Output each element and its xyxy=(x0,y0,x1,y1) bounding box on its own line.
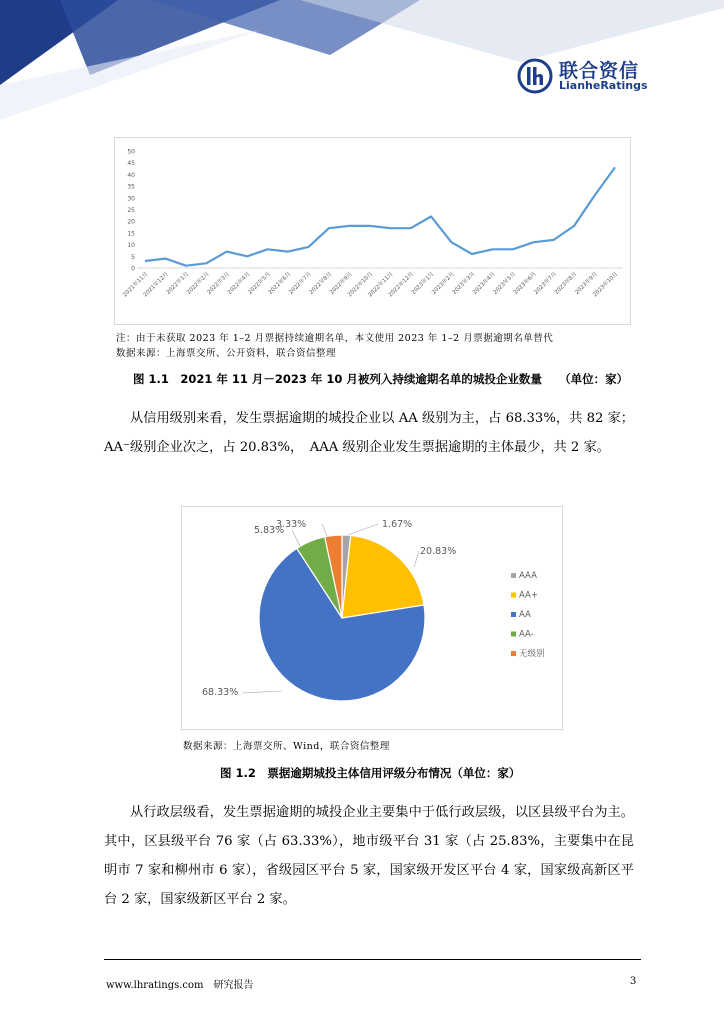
legend-swatch xyxy=(511,651,516,656)
legend-swatch xyxy=(511,632,516,637)
leader-line xyxy=(414,551,419,567)
slice-value-label: 68.33% xyxy=(202,687,239,698)
footer-site: www.lhratings.com 研究报告 xyxy=(106,980,254,991)
y-tick-label: 5 xyxy=(131,253,135,261)
page-number: 3 xyxy=(630,976,637,987)
line-series xyxy=(145,167,615,265)
figure1-source: 数据来源：上海票交所、公开资料，联合资信整理 xyxy=(116,348,337,359)
y-tick-label: 15 xyxy=(127,230,135,238)
x-tick-label: 2023年4月 xyxy=(472,271,497,296)
legend-label: AA xyxy=(519,610,531,620)
x-tick-label: 2022年10月 xyxy=(346,271,375,299)
x-tick-label: 2021年11月 xyxy=(122,271,150,299)
leader-line xyxy=(292,530,300,546)
leader-line xyxy=(322,524,327,536)
slice-value-label: 1.67% xyxy=(382,519,413,530)
lianhe-logo-icon xyxy=(517,58,553,94)
x-tick-label: 2021年12月 xyxy=(142,271,170,299)
legend-label: AA+ xyxy=(519,590,538,601)
brand-name-en: LianheRatings xyxy=(559,79,648,92)
x-tick-label: 2022年6月 xyxy=(267,271,293,296)
x-tick-label: 2022年3月 xyxy=(206,271,232,296)
brand-logo xyxy=(517,58,647,94)
y-tick-label: 10 xyxy=(127,242,135,250)
leader-line xyxy=(242,691,282,693)
legend-swatch xyxy=(511,593,516,598)
x-tick-label: 2023年9月 xyxy=(574,271,599,296)
slice-value-label: 5.83% xyxy=(254,525,285,536)
x-tick-label: 2022年7月 xyxy=(288,271,313,296)
pie-chart-frame xyxy=(181,506,563,730)
x-tick-label: 2022年12月 xyxy=(387,271,416,299)
x-tick-label: 2022年1月 xyxy=(165,271,191,296)
brand-name-cn: 联合资信 xyxy=(559,60,640,82)
y-tick-label: 45 xyxy=(127,160,135,168)
figure1-caption: 图 1.1 2021 年 11 月－2023 年 10 月被列入持续逾期名单的城投企业数量 （单位：家） xyxy=(133,372,629,386)
slice-value-label: 20.83% xyxy=(420,546,457,557)
y-tick-label: 25 xyxy=(127,207,135,214)
legend-label: AA- xyxy=(519,629,534,640)
y-tick-label: 40 xyxy=(127,171,135,179)
footer-divider xyxy=(104,959,641,960)
legend-label: 无级别 xyxy=(519,649,545,659)
pie-slice xyxy=(342,535,424,618)
y-tick-label: 0 xyxy=(131,265,135,273)
x-tick-label: 2023年6月 xyxy=(512,271,538,296)
line-chart xyxy=(115,138,630,324)
paragraph-admin-level: 从行政层级看，发生票据逾期的城投企业主要集中于低行政层级，以区县级平台为主。其中，区县级平台 76 家（占 63.33%），地市级平台 31 家（占 25.83%，主要集中在昆明市 7 家和柳州市 6 家），省级园区平台 5 家，国家级开发区平台 4 家，国家级高新区平台 2 家，国家级新区平台 2 家。 xyxy=(104,805,634,907)
x-tick-label: 2023年7月 xyxy=(533,271,559,296)
x-tick-label: 2023年10月 xyxy=(592,271,620,299)
x-tick-label: 2023年2月 xyxy=(431,271,456,296)
y-tick-label: 20 xyxy=(127,218,135,226)
x-tick-label: 2023年1月 xyxy=(410,271,436,296)
paragraph-credit-rating: 从信用级别来看，发生票据逾期的城投企业以 AA 级别为主，占 68.33%，共 82 家；AA⁻级别企业次之，占 20.83%， AAA 级别企业发生票据逾期的主体最少，共 2 家。 xyxy=(104,411,634,455)
leader-line xyxy=(348,524,378,535)
pie-chart xyxy=(182,507,562,729)
y-tick-label: 30 xyxy=(127,195,135,203)
y-tick-label: 35 xyxy=(127,183,135,191)
line-chart-frame xyxy=(114,137,631,325)
x-tick-label: 2022年5月 xyxy=(247,271,273,296)
legend-label: AAA xyxy=(519,571,537,581)
legend-swatch xyxy=(511,612,516,617)
x-tick-label: 2023年3月 xyxy=(451,271,477,296)
x-tick-label: 2023年8月 xyxy=(553,271,579,296)
x-tick-label: 2022年2月 xyxy=(185,271,211,296)
x-tick-label: 2022年11月 xyxy=(367,271,395,299)
legend-swatch xyxy=(511,573,516,578)
y-tick-label: 50 xyxy=(127,148,135,156)
figure2-source: 数据来源：上海票交所、Wind，联合资信整理 xyxy=(183,741,390,752)
slice-value-label: 3.33% xyxy=(276,519,307,530)
x-tick-label: 2022年8月 xyxy=(308,271,334,296)
figure1-note: 注：由于未获取 2023 年 1–2 月票据持续逾期名单，本文使用 2023 年 1–2 月票据逾期名单替代 xyxy=(116,333,554,344)
x-tick-label: 2023年5月 xyxy=(492,271,518,296)
x-tick-label: 2022年9月 xyxy=(329,271,354,296)
figure2-caption: 图 1.2 票据逾期城投主体信用评级分布情况（单位：家） xyxy=(220,766,521,780)
x-tick-label: 2022年4月 xyxy=(226,271,252,296)
